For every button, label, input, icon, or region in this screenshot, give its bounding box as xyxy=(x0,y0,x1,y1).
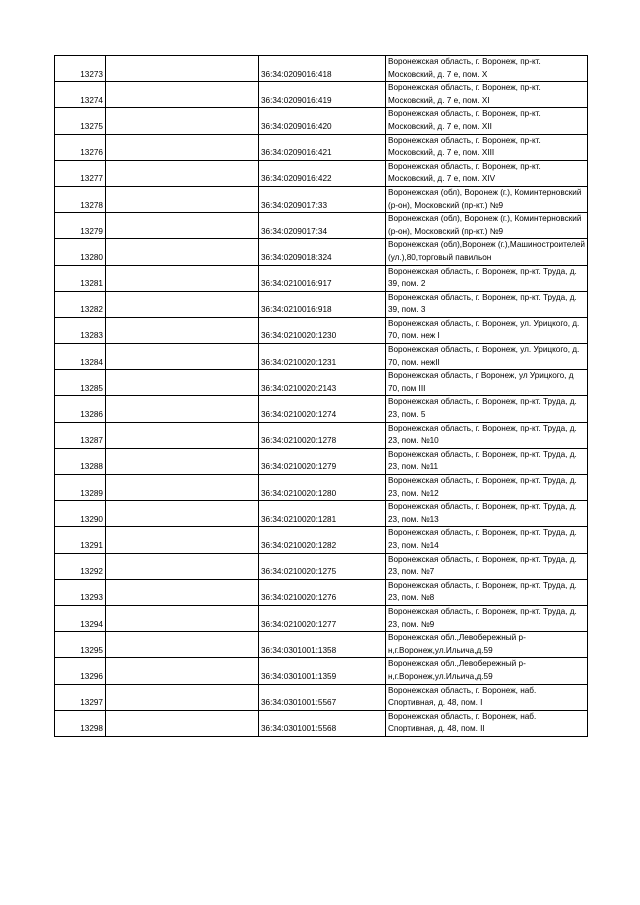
table-row xyxy=(55,317,588,343)
empty-cell xyxy=(106,579,259,605)
address-cell: Воронежская область, г. Воронеж, пр-кт. Московский, д. 7 е, пом. XII xyxy=(386,108,588,134)
empty-cell xyxy=(106,448,259,474)
row-number-cell: 13273 xyxy=(55,56,106,82)
address-cell: Воронежская (обл), Воронеж (г.), Коминтерновский (р-он), Московский (пр-кт.) №9 xyxy=(386,213,588,239)
table-row xyxy=(55,579,588,605)
table-row xyxy=(55,160,588,186)
row-number-cell: 13296 xyxy=(55,658,106,684)
table-row xyxy=(55,108,588,134)
empty-cell xyxy=(106,213,259,239)
empty-cell xyxy=(106,239,259,265)
row-number-cell: 13282 xyxy=(55,291,106,317)
address-cell: Воронежская область, г. Воронеж, пр-кт. Труда, д. 39, пом. 2 xyxy=(386,265,588,291)
empty-cell xyxy=(106,317,259,343)
cadastral-number-cell: 36:34:0210020:1275 xyxy=(259,553,386,579)
empty-cell xyxy=(106,344,259,370)
table-row xyxy=(55,213,588,239)
row-number-cell: 13281 xyxy=(55,265,106,291)
cadastral-number-cell: 36:34:0210020:1230 xyxy=(259,317,386,343)
empty-cell xyxy=(106,186,259,212)
cadastral-number-cell: 36:34:0210020:1277 xyxy=(259,605,386,631)
table-row xyxy=(55,684,588,710)
empty-cell xyxy=(106,370,259,396)
cadastral-number-cell: 36:34:0210020:1278 xyxy=(259,422,386,448)
address-cell: Воронежская область, г. Воронеж, пр-кт. Труда, д. 23, пом. №13 xyxy=(386,501,588,527)
address-cell: Воронежская обл.,Левобережный р-н,г.Воронеж,ул.Ильича,д.59 xyxy=(386,632,588,658)
address-cell: Воронежская область, г. Воронеж, пр-кт. Труда, д. 23, пом. №10 xyxy=(386,422,588,448)
row-number-cell: 13291 xyxy=(55,527,106,553)
cadastral-number-cell: 36:34:0210020:1281 xyxy=(259,501,386,527)
registry-table-body xyxy=(55,56,588,737)
empty-cell xyxy=(106,82,259,108)
row-number-cell: 13277 xyxy=(55,160,106,186)
table-row xyxy=(55,291,588,317)
table-row xyxy=(55,82,588,108)
table-row xyxy=(55,605,588,631)
address-cell: Воронежская область, г. Воронеж, пр-кт. Труда, д. 23, пом. 5 xyxy=(386,396,588,422)
row-number-cell: 13278 xyxy=(55,186,106,212)
address-cell: Воронежская область, г. Воронеж, ул. Урицкого, д. 70, пом. нежII xyxy=(386,344,588,370)
cadastral-number-cell: 36:34:0210020:1282 xyxy=(259,527,386,553)
address-cell: Воронежская область, г. Воронеж, наб. Спортивная, д. 48, пом. II xyxy=(386,710,588,736)
row-number-cell: 13286 xyxy=(55,396,106,422)
cadastral-number-cell: 36:34:0209018:324 xyxy=(259,239,386,265)
cadastral-number-cell: 36:34:0301001:1358 xyxy=(259,632,386,658)
address-cell: Воронежская обл.,Левобережный р-н,г.Воронеж,ул.Ильича,д.59 xyxy=(386,658,588,684)
empty-cell xyxy=(106,632,259,658)
table-row xyxy=(55,370,588,396)
cadastral-number-cell: 36:34:0209016:420 xyxy=(259,108,386,134)
table-row xyxy=(55,710,588,736)
empty-cell xyxy=(106,422,259,448)
table-row xyxy=(55,265,588,291)
empty-cell xyxy=(106,605,259,631)
table-row xyxy=(55,658,588,684)
row-number-cell: 13280 xyxy=(55,239,106,265)
cadastral-number-cell: 36:34:0210020:2143 xyxy=(259,370,386,396)
table-row xyxy=(55,632,588,658)
cadastral-number-cell: 36:34:0209016:419 xyxy=(259,82,386,108)
row-number-cell: 13288 xyxy=(55,448,106,474)
empty-cell xyxy=(106,475,259,501)
table-row xyxy=(55,422,588,448)
empty-cell xyxy=(106,160,259,186)
empty-cell xyxy=(106,108,259,134)
cadastral-number-cell: 36:34:0210020:1280 xyxy=(259,475,386,501)
empty-cell xyxy=(106,658,259,684)
address-cell: Воронежская область, г. Воронеж, пр-кт. Труда, д. 23, пом. №8 xyxy=(386,579,588,605)
cadastral-number-cell: 36:34:0301001:5567 xyxy=(259,684,386,710)
row-number-cell: 13287 xyxy=(55,422,106,448)
empty-cell xyxy=(106,56,259,82)
address-cell: Воронежская область, г. Воронеж, пр-кт. Труда, д. 23, пом. №12 xyxy=(386,475,588,501)
row-number-cell: 13289 xyxy=(55,475,106,501)
row-number-cell: 13275 xyxy=(55,108,106,134)
row-number-cell: 13279 xyxy=(55,213,106,239)
row-number-cell: 13285 xyxy=(55,370,106,396)
cadastral-number-cell: 36:34:0210016:918 xyxy=(259,291,386,317)
address-cell: Воронежская область, г. Воронеж, пр-кт. Московский, д. 7 е, пом. XIV xyxy=(386,160,588,186)
table-row xyxy=(55,501,588,527)
table-row xyxy=(55,448,588,474)
row-number-cell: 13290 xyxy=(55,501,106,527)
cadastral-number-cell: 36:34:0210020:1274 xyxy=(259,396,386,422)
table-row xyxy=(55,134,588,160)
empty-cell xyxy=(106,265,259,291)
address-cell: Воронежская область, г. Воронеж, пр-кт. Труда, д. 23, пом. №11 xyxy=(386,448,588,474)
address-cell: Воронежская (обл), Воронеж (г.), Коминтерновский (р-он), Московский (пр-кт.) №9 xyxy=(386,186,588,212)
cadastral-number-cell: 36:34:0210020:1276 xyxy=(259,579,386,605)
registry-table xyxy=(54,55,588,737)
address-cell: Воронежская область, г. Воронеж, пр-кт. Труда, д. 23, пом. №9 xyxy=(386,605,588,631)
row-number-cell: 13292 xyxy=(55,553,106,579)
row-number-cell: 13274 xyxy=(55,82,106,108)
address-cell: Воронежская область, г Воронеж, ул Урицкого, д 70, пом III xyxy=(386,370,588,396)
row-number-cell: 13283 xyxy=(55,317,106,343)
row-number-cell: 13297 xyxy=(55,684,106,710)
empty-cell xyxy=(106,684,259,710)
address-cell: Воронежская область, г. Воронеж, пр-кт. Труда, д. 39, пом. 3 xyxy=(386,291,588,317)
cadastral-number-cell: 36:34:0301001:5568 xyxy=(259,710,386,736)
table-row xyxy=(55,186,588,212)
empty-cell xyxy=(106,396,259,422)
cadastral-number-cell: 36:34:0210020:1231 xyxy=(259,344,386,370)
row-number-cell: 13284 xyxy=(55,344,106,370)
address-cell: Воронежская область, г. Воронеж, пр-кт. Московский, д. 7 е, пом. XI xyxy=(386,82,588,108)
address-cell: Воронежская область, г. Воронеж, ул. Урицкого, д. 70, пом. неж I xyxy=(386,317,588,343)
cadastral-number-cell: 36:34:0210020:1279 xyxy=(259,448,386,474)
row-number-cell: 13276 xyxy=(55,134,106,160)
empty-cell xyxy=(106,291,259,317)
row-number-cell: 13293 xyxy=(55,579,106,605)
address-cell: Воронежская область, г. Воронеж, пр-кт. Московский, д. 7 е, пом. XIII xyxy=(386,134,588,160)
address-cell: Воронежская область, г. Воронеж, пр-кт. Труда, д. 23, пом. №14 xyxy=(386,527,588,553)
cadastral-number-cell: 36:34:0209016:418 xyxy=(259,56,386,82)
cadastral-number-cell: 36:34:0209016:422 xyxy=(259,160,386,186)
empty-cell xyxy=(106,527,259,553)
empty-cell xyxy=(106,553,259,579)
table-row xyxy=(55,56,588,82)
address-cell: Воронежская область, г. Воронеж, пр-кт. Московский, д. 7 е, пом. X xyxy=(386,56,588,82)
table-row xyxy=(55,344,588,370)
row-number-cell: 13294 xyxy=(55,605,106,631)
cadastral-number-cell: 36:34:0209017:34 xyxy=(259,213,386,239)
table-row xyxy=(55,396,588,422)
empty-cell xyxy=(106,134,259,160)
table-row xyxy=(55,553,588,579)
address-cell: Воронежская область, г. Воронеж, наб. Спортивная, д. 48, пом. I xyxy=(386,684,588,710)
table-row xyxy=(55,239,588,265)
address-cell: Воронежская (обл),Воронеж (г.),Машиностроителей (ул.),80,торговый павильон xyxy=(386,239,588,265)
address-cell: Воронежская область, г. Воронеж, пр-кт. Труда, д. 23, пом. №7 xyxy=(386,553,588,579)
empty-cell xyxy=(106,710,259,736)
row-number-cell: 13298 xyxy=(55,710,106,736)
empty-cell xyxy=(106,501,259,527)
cadastral-number-cell: 36:34:0210016:917 xyxy=(259,265,386,291)
table-row xyxy=(55,475,588,501)
cadastral-number-cell: 36:34:0209017:33 xyxy=(259,186,386,212)
cadastral-number-cell: 36:34:0209016:421 xyxy=(259,134,386,160)
table-row xyxy=(55,527,588,553)
row-number-cell: 13295 xyxy=(55,632,106,658)
cadastral-number-cell: 36:34:0301001:1359 xyxy=(259,658,386,684)
